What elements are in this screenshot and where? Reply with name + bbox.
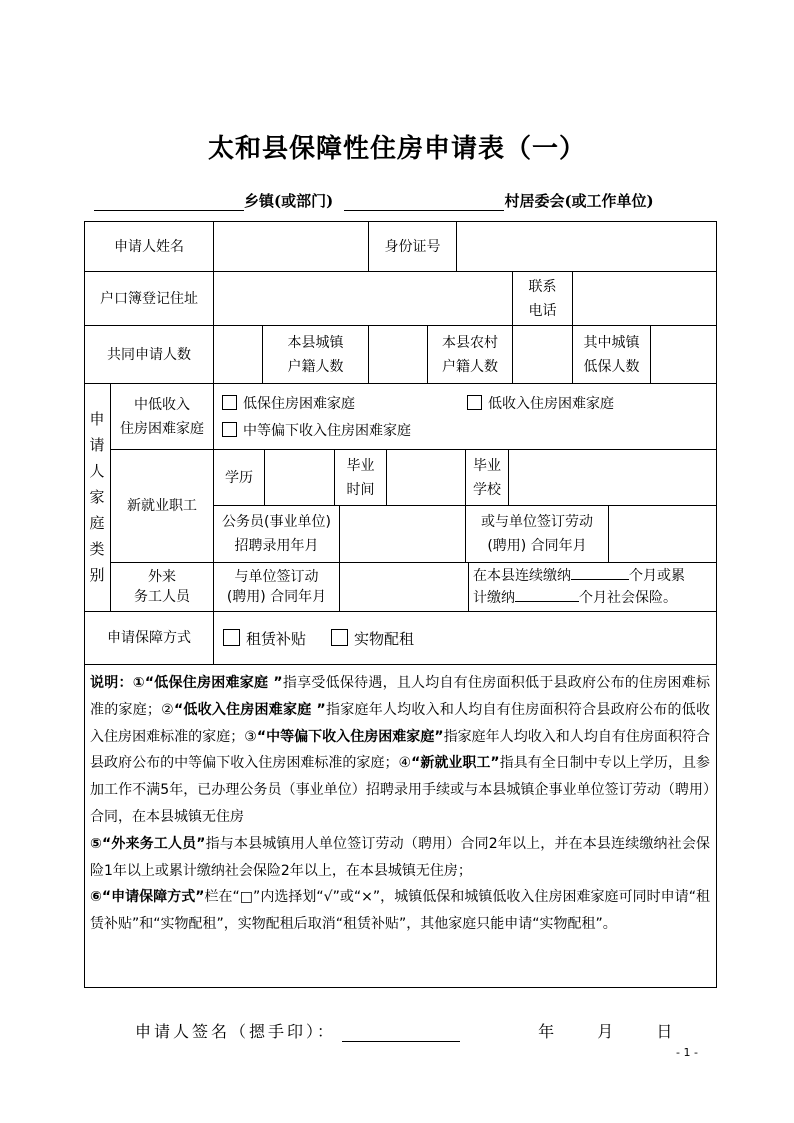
- note-term-2: “低收入住房困难家庭 ”: [173, 701, 326, 718]
- contract-date-label-line1: 或与单位签订劳动: [481, 514, 593, 530]
- option-low-income-label: 低收入住房困难家庭: [488, 396, 614, 412]
- category-char: 申: [89, 410, 105, 428]
- checkbox[interactable]: [222, 422, 237, 437]
- co-applicants-field[interactable]: [214, 326, 262, 383]
- migrant-worker-label: [111, 563, 213, 611]
- option-rent-subsidy-label: 租赁补贴: [246, 630, 307, 648]
- applicant-name-field[interactable]: [214, 222, 368, 271]
- id-number-label: 身份证号: [384, 238, 441, 255]
- note-desc-4: 指具有全日制中专以上学历，且参加工作不满5年，已办理公务员（事业单位）招聘录用手续或与本县城镇企事业单位签订劳动（聘用）合同，在本县城镇无住房: [90, 755, 710, 825]
- migrant-contract-field[interactable]: [340, 563, 468, 611]
- option-dibao-label: 低保住房困难家庭: [243, 396, 355, 412]
- option-low-income[interactable]: [467, 392, 614, 416]
- category-char: 请: [89, 436, 105, 454]
- insurance-text-2: 个月或累: [629, 568, 685, 584]
- low-income-count-field[interactable]: [651, 326, 716, 383]
- household-address-label: 户口簿登记住址: [100, 290, 198, 307]
- co-applicants-label: 共同申请人数: [107, 346, 191, 363]
- civil-servant-label-line2: 招聘录用年月: [234, 538, 319, 554]
- checkbox[interactable]: [222, 395, 237, 410]
- contact-phone-label-line2: 电话: [528, 302, 557, 319]
- rural-count-label-line2: 户籍人数: [442, 358, 498, 375]
- grad-school-field[interactable]: [509, 450, 716, 505]
- form-title: 太和县保障性住房申请表（一）: [207, 134, 586, 164]
- signature-day: 日: [656, 1022, 676, 1041]
- migrant-contract-label: [214, 563, 339, 611]
- option-physical-rent[interactable]: [331, 627, 414, 651]
- insurance-text-3: 计缴纳: [473, 590, 515, 606]
- guarantee-method-label: 申请保障方式: [107, 630, 191, 646]
- signature-year: 年: [538, 1022, 558, 1041]
- migrant-worker-label-line1: 外来: [148, 569, 176, 585]
- checkbox[interactable]: [223, 629, 240, 646]
- civil-servant-label: [214, 506, 339, 562]
- rural-count-label: [428, 326, 512, 383]
- id-number-field[interactable]: [457, 222, 716, 271]
- migrant-contract-label-line1: 与单位签订动: [234, 569, 319, 585]
- option-physical-rent-label: 实物配租: [354, 630, 415, 648]
- grad-time-label-line1: 毕业: [346, 457, 375, 474]
- township-suffix: 乡镇(或部门): [244, 192, 334, 210]
- new-worker-label: 新就业职工: [127, 498, 197, 514]
- grad-time-field[interactable]: [387, 450, 465, 505]
- note-term-3: “中等偏下收入住房困难家庭”: [256, 728, 444, 745]
- signature-month: 月: [597, 1022, 617, 1041]
- contact-phone-label-line1: 联系: [528, 278, 557, 295]
- township-blank[interactable]: [94, 194, 244, 211]
- insurance-months-blank[interactable]: [571, 565, 629, 580]
- grad-school-label-line2: 学校: [473, 481, 501, 498]
- category-vertical-label: [84, 383, 110, 611]
- insurance-statement: [473, 565, 715, 609]
- checkbox[interactable]: [331, 629, 348, 646]
- category-char: 人: [89, 462, 105, 480]
- contract-date-label: [466, 506, 608, 562]
- page-number: - 1 -: [676, 1046, 698, 1059]
- category-char: 别: [89, 566, 105, 584]
- note-term-4: “新就业职工”: [411, 755, 500, 772]
- note-desc-2: 指家庭年人均收入和人均自有住房面积符合县政府公布的低收入住房困难标准的家庭；③: [90, 701, 710, 745]
- grad-time-label: [335, 450, 386, 505]
- grad-school-label-line1: 毕业: [473, 457, 501, 474]
- education-label: 学历: [225, 469, 253, 486]
- insurance-total-blank[interactable]: [515, 587, 579, 602]
- option-mid-low-label: 中等偏下收入住房困难家庭: [243, 423, 411, 439]
- applicant-name-label: 申请人姓名: [114, 238, 184, 255]
- grad-time-label-line2: 时间: [346, 481, 375, 498]
- note-term-5: ⑤“外来务工人员”: [90, 835, 206, 852]
- low-income-family-label-line1: 中低收入: [134, 396, 190, 413]
- urban-count-field[interactable]: [369, 326, 427, 383]
- education-field[interactable]: [265, 450, 334, 505]
- low-income-family-label-line2: 住房困难家庭: [120, 420, 204, 437]
- civil-servant-label-line1: 公务员(事业单位): [222, 514, 331, 530]
- note-term-6: ⑥“申请保障方式”: [90, 889, 205, 906]
- note-term-1: “低保住房困难家庭 ”: [144, 675, 283, 691]
- contract-date-label-line2: (聘用) 合同年月: [487, 538, 587, 554]
- note-desc-3: 指家庭年人均收入和人均自有住房面积符合县政府公布的中等偏下收入住房困难标准的家庭；④: [90, 728, 711, 772]
- notes-intro: 说明：①: [90, 675, 145, 691]
- insurance-text-4: 个月社会保险。: [579, 590, 677, 606]
- category-char: 类: [89, 540, 105, 558]
- option-dibao[interactable]: [222, 392, 355, 416]
- checkbox[interactable]: [467, 395, 482, 410]
- insurance-text-1: 在本县连续缴纳: [473, 568, 571, 584]
- rural-count-field[interactable]: [513, 326, 572, 383]
- village-blank[interactable]: [344, 194, 504, 211]
- low-income-count-label: [573, 326, 650, 383]
- low-income-count-label-line1: 其中城镇: [583, 334, 640, 351]
- note-desc-5: 指与本县城镇用人单位签订劳动（聘用）合同2年以上，并在本县连续缴纳社会保险1年以上或累计缴纳社会保险2年以上，在本县城镇无住房；: [90, 835, 710, 879]
- migrant-contract-label-line2: (聘用) 合同年月: [226, 589, 327, 605]
- category-char: 庭: [89, 514, 105, 532]
- grad-school-label: [466, 450, 508, 505]
- migrant-worker-label-line2: 务工人员: [134, 589, 190, 605]
- urban-count-label-line1: 本县城镇: [287, 334, 344, 351]
- signature-line: [135, 1019, 675, 1042]
- household-address-field[interactable]: [214, 272, 512, 325]
- option-rent-subsidy[interactable]: [223, 627, 306, 651]
- rural-count-label-line1: 本县农村: [442, 334, 498, 351]
- village-suffix: 村居委会(或工作单位): [504, 192, 654, 210]
- civil-servant-field[interactable]: [340, 506, 465, 562]
- low-income-family-label: [111, 384, 213, 449]
- header-line: [94, 190, 654, 211]
- explanation-notes: [90, 670, 710, 938]
- urban-count-label-line2: 户籍人数: [287, 358, 344, 375]
- option-mid-low[interactable]: [222, 419, 411, 443]
- note-desc-6: 栏在“□”内选择划“√”或“×”，城镇低保和城镇低收入住房困难家庭可同时申请“租赁补贴”和“实物配租”，实物配租后取消“租赁补贴”，其他家庭只能申请“实物配租”。: [90, 889, 710, 933]
- urban-count-label: [263, 326, 368, 383]
- low-income-count-label-line2: 低保人数: [583, 358, 640, 375]
- contact-phone-label: [513, 272, 572, 325]
- signature-field[interactable]: [342, 1023, 460, 1042]
- category-char: 家: [89, 488, 105, 506]
- note-desc-1: 指享受低保待遇，且人均自有住房面积低于县政府公布的住房困难标准的家庭；②: [90, 675, 710, 718]
- contract-date-field[interactable]: [609, 506, 716, 562]
- signature-label: 申请人签名（摁手印）：: [135, 1022, 337, 1041]
- contact-phone-field[interactable]: [573, 272, 716, 325]
